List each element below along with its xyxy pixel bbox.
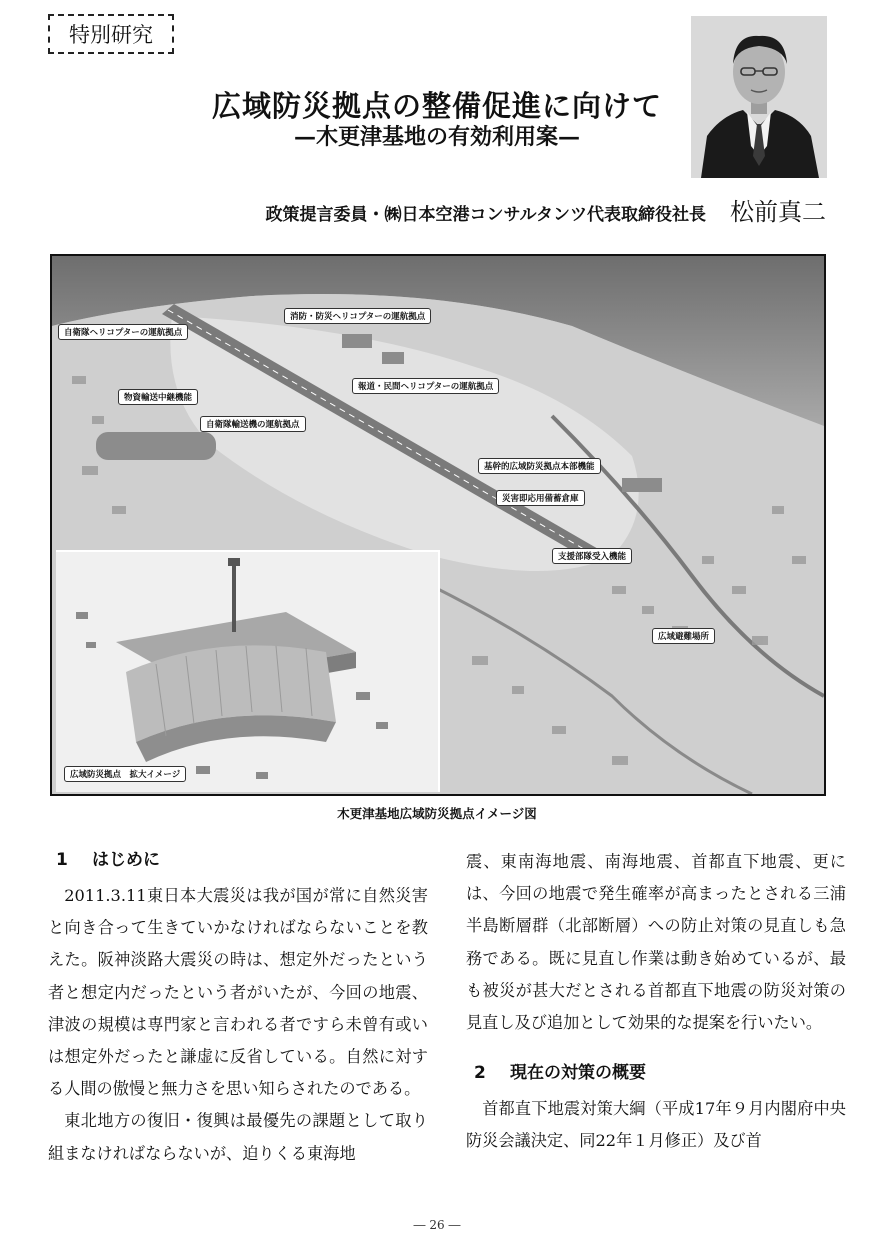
author-portrait <box>691 16 827 178</box>
figure-caption: 木更津基地広域防災拠点イメージ図 <box>337 806 537 821</box>
label-logistics: 物資輸送中継機能 <box>118 389 198 405</box>
paragraph: 首都直下地震対策大綱（平成17年９月内閣府中央防災会議決定、同22年１月修正）及び首 <box>466 1099 846 1151</box>
label-warehouse: 災害即応用備蓄倉庫 <box>496 490 585 506</box>
section-title: 現在の対策の概要 <box>510 1063 646 1084</box>
inset-illustration <box>56 552 438 792</box>
section-heading <box>466 1059 846 1093</box>
label-fire-helicopter: 消防・防災ヘリコプターの運航拠点 <box>284 308 431 324</box>
article-subtitle: —木更津基地の有効利用案— <box>293 124 580 150</box>
label-inset: 広域防災拠点 拡大イメージ <box>64 766 186 782</box>
article-title: 広域防災拠点の整備促進に向けて <box>211 89 662 123</box>
section-title: はじめに <box>92 850 160 870</box>
figure-illustration <box>50 254 826 796</box>
section-heading <box>48 846 428 880</box>
paragraph: 震、東南海地震、南海地震、首都直下地震、更には、今回の地震で発生確率が高まったとされる三浦半島断層群（北部断層）への防止対策の見直しも急務である。既に見直し作業は動き始めているが、最も被災が甚大だとされる首都直下地震の防災対策の見直し及び追加として効果的な提案を行いたい。 <box>466 852 846 1033</box>
paragraph: 2011.3.11東日本大震災は我が国が常に自然災害と向き合って生きていかなければならないことを教えた。阪神淡路大震災の時は、想定外だったという者と想定内だったという者がいたが、今回の地震、津波の規模は専門家と言われる者ですら未曾有或いは想定外だったと謙虚に反省している。自然に対する人間の傲慢と無力さを思い知らされたのである。 <box>48 886 428 1099</box>
section-number: 2 <box>474 1063 486 1084</box>
portrait-illustration <box>691 16 827 178</box>
label-evacuation: 広域避難場所 <box>652 628 715 644</box>
author-name: 松前真二 <box>730 198 826 226</box>
author-affiliation: 政策提言委員・㈱日本空港コンサルタンツ代表取締役社長 <box>265 205 706 225</box>
column-left <box>48 846 428 1170</box>
paragraph: 東北地方の復旧・復興は最優先の課題として取り組まなければならないが、迫りくる東海地 <box>48 1111 428 1163</box>
label-sdf-transport: 自衛隊輸送機の運航拠点 <box>200 416 306 432</box>
page-number: ― 26 ― <box>413 1218 461 1232</box>
section-number: 1 <box>56 850 68 870</box>
byline <box>266 192 826 227</box>
inset-image <box>56 550 440 792</box>
label-sdf-helicopter: 自衛隊ヘリコプターの運航拠点 <box>58 324 188 340</box>
section-tag: 特別研究 <box>48 14 174 54</box>
column-right <box>466 846 846 1158</box>
label-support: 支援部隊受入機能 <box>552 548 632 564</box>
label-headquarters: 基幹的広域防災拠点本部機能 <box>478 458 601 474</box>
label-press-helicopter: 報道・民間ヘリコプターの運航拠点 <box>352 378 499 394</box>
